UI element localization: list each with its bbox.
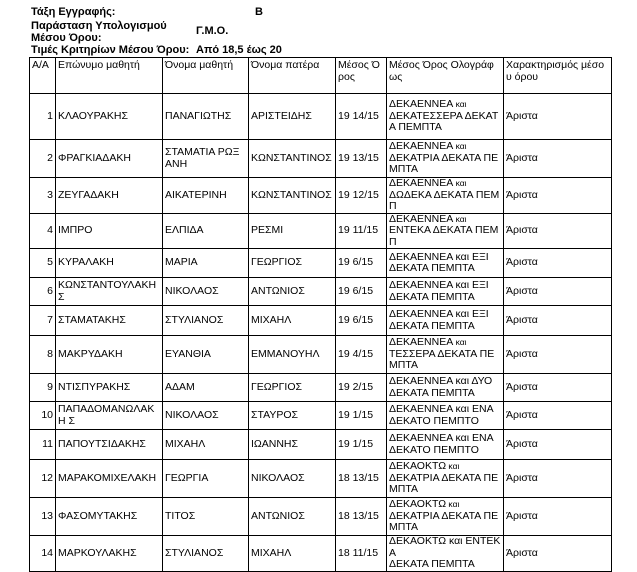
cell-no: 12 [30, 460, 56, 498]
cell-average-words [387, 140, 504, 178]
words-line2: ΔΩΔΕΚΑ ΔΕΚΑΤΑ ΠΕΜΠ [389, 188, 500, 212]
cell-average-words [387, 374, 504, 402]
cell-name: ΠΑΝΑΓΙΩΤΗΣ [163, 94, 249, 140]
words-line2: ΔΕΚΑΤΑ ΠΕΜΠΤΑ [389, 290, 475, 303]
cell-avg: 19 14/15 [336, 94, 387, 140]
col-header-no: Α/Α [30, 58, 56, 94]
words-line2: ΔΕΚΑΤΡΙΑ ΔΕΚΑΤΑ ΠΕΜΠΤΑ [389, 471, 499, 496]
cell-avg: 18 11/15 [336, 536, 387, 572]
table-row [30, 94, 612, 140]
cell-no: 4 [30, 213, 56, 249]
cell-father: ΜΙΧΑΗΛ [249, 306, 336, 336]
cell-average-words [387, 402, 504, 430]
col-header-name: Όνομα μαθητή [163, 58, 249, 94]
table-row [30, 249, 612, 278]
cell-father: ΓΕΩΡΓΙΟΣ [249, 249, 336, 278]
words-line1: ΔΕΚΑΟΚΤΩ και ΕΝΤΕΚΑ [389, 535, 501, 559]
cell-surname: ΙΜΠΡΟ [56, 213, 163, 249]
words-line2: ΔΕΚΑΤΟ ΠΕΜΠΤΟ [389, 443, 479, 456]
cell-avg: 19 2/15 [336, 374, 387, 402]
words-line1: ΔΕΚΑΕΝΝΕΑ και ΕΞΙ [389, 308, 489, 320]
words-line1: ΔΕΚΑΕΝΝΕΑ και ΕΞΙ [389, 250, 489, 263]
cell-no: 1 [30, 94, 56, 140]
cell-no: 8 [30, 336, 56, 374]
cell-father: ΝΙΚΟΛΑΟΣ [249, 460, 336, 498]
words-and: και [453, 337, 467, 348]
cell-avg: 19 12/15 [336, 178, 387, 214]
cell-name: ΓΕΩΡΓΙΑ [163, 460, 249, 498]
cell-avg: 19 1/15 [336, 402, 387, 430]
table-header-row [30, 58, 612, 94]
words-line2: ΕΝΤΕΚΑ ΔΕΚΑΤΑ ΠΕΜΠ [389, 224, 499, 248]
cell-grade: Άριστα [504, 278, 612, 306]
cell-no: 5 [30, 249, 56, 278]
words-line1: ΔΕΚΑΟΚΤΩ [389, 498, 447, 511]
cell-average-words [387, 94, 504, 140]
cell-surname: ΝΤΙΣΠΥΡΑΚΗΣ [56, 374, 163, 402]
table-row [30, 430, 612, 460]
cell-surname: ΜΑΚΡΥΔΑΚΗ [56, 336, 163, 374]
cell-surname: ΚΛΑΟΥΡΑΚΗΣ [56, 94, 163, 140]
cell-father: ΑΝΤΩΝΙΟΣ [249, 278, 336, 306]
cell-surname: ΦΑΣΟΜΥΤΑΚΗΣ [56, 498, 163, 536]
cell-average-words [387, 249, 504, 278]
cell-avg: 19 6/15 [336, 249, 387, 278]
cell-grade: Άριστα [504, 498, 612, 536]
cell-father: ΣΤΑΥΡΟΣ [249, 402, 336, 430]
cell-grade: Άριστα [504, 430, 612, 460]
words-line2: ΔΕΚΑΤΑ ΠΕΜΠΤΑ [389, 386, 475, 399]
cell-grade: Άριστα [504, 140, 612, 178]
cell-no: 11 [30, 430, 56, 460]
cell-father: ΙΩΑΝΝΗΣ [249, 430, 336, 460]
cell-average-words [387, 430, 504, 460]
words-line2: ΔΕΚΑΤΑ ΠΕΜΠΤΑ [389, 262, 475, 274]
cell-avg: 19 6/15 [336, 278, 387, 306]
cell-avg: 18 13/15 [336, 460, 387, 498]
table-row [30, 498, 612, 536]
cell-grade: Άριστα [504, 306, 612, 336]
cell-name: ΑΙΚΑΤΕΡΙΝΗ [163, 178, 249, 214]
cell-name: ΣΤΑΜΑΤΙΑ ΡΩΞΑΝΗ [163, 140, 249, 178]
cell-grade: Άριστα [504, 94, 612, 140]
cell-average-words [387, 306, 504, 336]
cell-avg: 19 13/15 [336, 140, 387, 178]
cell-name: ΜΑΡΙΑ [163, 249, 249, 278]
table-row [30, 536, 612, 572]
range-label: Τιμές Κριτηρίων Μέσου Όρου: [31, 44, 190, 56]
words-line1: ΔΕΚΑΕΝΝΕΑ και ΕΝΑ [389, 432, 494, 444]
cell-father: ΚΩΝΣΤΑΝΤΙΝΟΣ [249, 140, 336, 178]
words-and: και [453, 178, 467, 188]
param-label: Παράσταση Υπολογισμού Μέσου Όρου: [31, 20, 167, 44]
cell-surname: ΜΑΡΑΚΟΜΙΧΕΛΑΚΗ [56, 460, 163, 498]
words-line2: ΔΕΚΑΤΟ ΠΕΜΠΤΟ [389, 414, 479, 427]
cell-average-words [387, 536, 504, 572]
cell-avg: 18 13/15 [336, 498, 387, 536]
col-header-average-words: Μέσος Όρος Ολογράφως [387, 58, 504, 94]
table-row [30, 278, 612, 306]
cell-father: ΓΕΩΡΓΙΟΣ [249, 374, 336, 402]
cell-name: ΤΙΤΟΣ [163, 498, 249, 536]
col-header-average: Μέσος Όρος [336, 58, 387, 94]
cell-grade: Άριστα [504, 249, 612, 278]
col-header-grade: Χαρακτηρισμός μέσου όρου [504, 58, 612, 94]
table-row [30, 178, 612, 214]
cell-father: ΑΡΙΣΤΕΙΔΗΣ [249, 94, 336, 140]
cell-average-words [387, 336, 504, 374]
table-row [30, 460, 612, 498]
words-and: και [453, 213, 467, 224]
cell-surname: ΠΑΠΟΥΤΣΙΔΑΚΗΣ [56, 430, 163, 460]
words-line1: ΔΕΚΑΕΝΝΕΑ και ΕΞΙ [389, 279, 489, 291]
cell-no: 13 [30, 498, 56, 536]
cell-surname: ΦΡΑΓΚΙΑΔΑΚΗ [56, 140, 163, 178]
class-value: Β [255, 6, 263, 18]
cell-surname: ΣΤΑΜΑΤΑΚΗΣ [56, 306, 163, 336]
words-line1: ΔΕΚΑΕΝΝΕΑ [389, 212, 454, 225]
cell-average-words [387, 278, 504, 306]
words-line1: ΔΕΚΑΕΝΝΕΑ και ΔΥΟ [389, 375, 493, 387]
cell-grade: Άριστα [504, 336, 612, 374]
range-value: Από 18,5 έως 20 [196, 44, 282, 56]
cell-average-words [387, 460, 504, 498]
table-row [30, 213, 612, 249]
words-line2: ΔΕΚΑΤΡΙΑ ΔΕΚΑΤΑ ΠΕΜΠΤΑ [389, 509, 499, 534]
cell-average-words [387, 178, 504, 214]
words-and: και [453, 99, 467, 110]
cell-average-words [387, 213, 504, 249]
cell-name: ΑΔΑΜ [163, 374, 249, 402]
cell-name: ΜΙΧΑΗΛ [163, 430, 249, 460]
words-line1: ΔΕΚΑΟΚΤΩ [389, 460, 447, 473]
words-line2: ΔΕΚΑΤΑ ΠΕΜΠΤΑ [389, 558, 475, 570]
cell-surname: ΚΥΡΑΛΑΚΗ [56, 249, 163, 278]
cell-surname: ΖΕΥΓΑΔΑΚΗ [56, 178, 163, 214]
words-and: και [453, 141, 467, 152]
cell-no: 9 [30, 374, 56, 402]
words-line1: ΔΕΚΑΕΝΝΕΑ και ΕΝΑ [389, 403, 494, 415]
cell-name: ΝΙΚΟΛΑΟΣ [163, 278, 249, 306]
words-line2: ΤΕΣΣΕΡΑ ΔΕΚΑΤΑ ΠΕΜΠΤΑ [389, 347, 495, 372]
col-header-father: Όνομα πατέρα [249, 58, 336, 94]
words-line2: ΔΕΚΑΤΕΣΣΕΡΑ ΔΕΚΑΤΑ ΠΕΜΠΤΑ [389, 109, 499, 134]
cell-no: 3 [30, 178, 56, 214]
class-label: Τάξη Εγγραφής: [31, 6, 116, 18]
cell-grade: Άριστα [504, 536, 612, 572]
table-row [30, 402, 612, 430]
table-row [30, 306, 612, 336]
cell-grade: Άριστα [504, 460, 612, 498]
averages-table [29, 57, 612, 572]
cell-average-words [387, 498, 504, 536]
cell-grade: Άριστα [504, 374, 612, 402]
cell-no: 6 [30, 278, 56, 306]
table-row [30, 336, 612, 374]
cell-avg: 19 11/15 [336, 213, 387, 249]
cell-no: 14 [30, 536, 56, 572]
cell-name: ΣΤΥΛΙΑΝΟΣ [163, 306, 249, 336]
cell-grade: Άριστα [504, 213, 612, 249]
cell-father: ΑΝΤΩΝΙΟΣ [249, 498, 336, 536]
words-and: και [446, 461, 460, 472]
cell-avg: 19 1/15 [336, 430, 387, 460]
cell-father: ΡΕΣΜΙ [249, 213, 336, 249]
cell-grade: Άριστα [504, 402, 612, 430]
table-row [30, 374, 612, 402]
words-line1: ΔΕΚΑΕΝΝΕΑ [389, 98, 454, 111]
words-line1: ΔΕΚΑΕΝΝΕΑ [389, 177, 454, 189]
cell-avg: 19 6/15 [336, 306, 387, 336]
words-line2: ΔΕΚΑΤΑ ΠΕΜΠΤΑ [389, 319, 475, 332]
col-header-surname: Επώνυμο μαθητή [56, 58, 163, 94]
cell-father: ΜΙΧΑΗΛ [249, 536, 336, 572]
cell-surname: ΜΑΡΚΟΥΛΑΚΗΣ [56, 536, 163, 572]
cell-name: ΕΛΠΙΔΑ [163, 213, 249, 249]
cell-grade: Άριστα [504, 178, 612, 214]
cell-name: ΝΙΚΟΛΑΟΣ [163, 402, 249, 430]
cell-no: 10 [30, 402, 56, 430]
words-line1: ΔΕΚΑΕΝΝΕΑ [389, 140, 454, 153]
cell-father: ΚΩΝΣΤΑΝΤΙΝΟΣ [249, 178, 336, 214]
cell-no: 2 [30, 140, 56, 178]
cell-no: 7 [30, 306, 56, 336]
words-and: και [446, 499, 460, 510]
cell-name: ΕΥΑΝΘΙΑ [163, 336, 249, 374]
param-value: Γ.Μ.Ο. [196, 25, 229, 37]
words-line2: ΔΕΚΑΤΡΙΑ ΔΕΚΑΤΑ ΠΕΜΠΤΑ [389, 151, 499, 176]
cell-father: ΕΜΜΑΝΟΥΗΛ [249, 336, 336, 374]
cell-surname: ΚΩΝΣΤΑΝΤΟΥΛΑΚΗΣ [56, 278, 163, 306]
words-line1: ΔΕΚΑΕΝΝΕΑ [389, 336, 454, 349]
table-row [30, 140, 612, 178]
cell-avg: 19 4/15 [336, 336, 387, 374]
cell-surname: ΠΑΠΑΔΟΜΑΝΩΛΑΚΗ Σ [56, 402, 163, 430]
cell-name: ΣΤΥΛΙΑΝΟΣ [163, 536, 249, 572]
